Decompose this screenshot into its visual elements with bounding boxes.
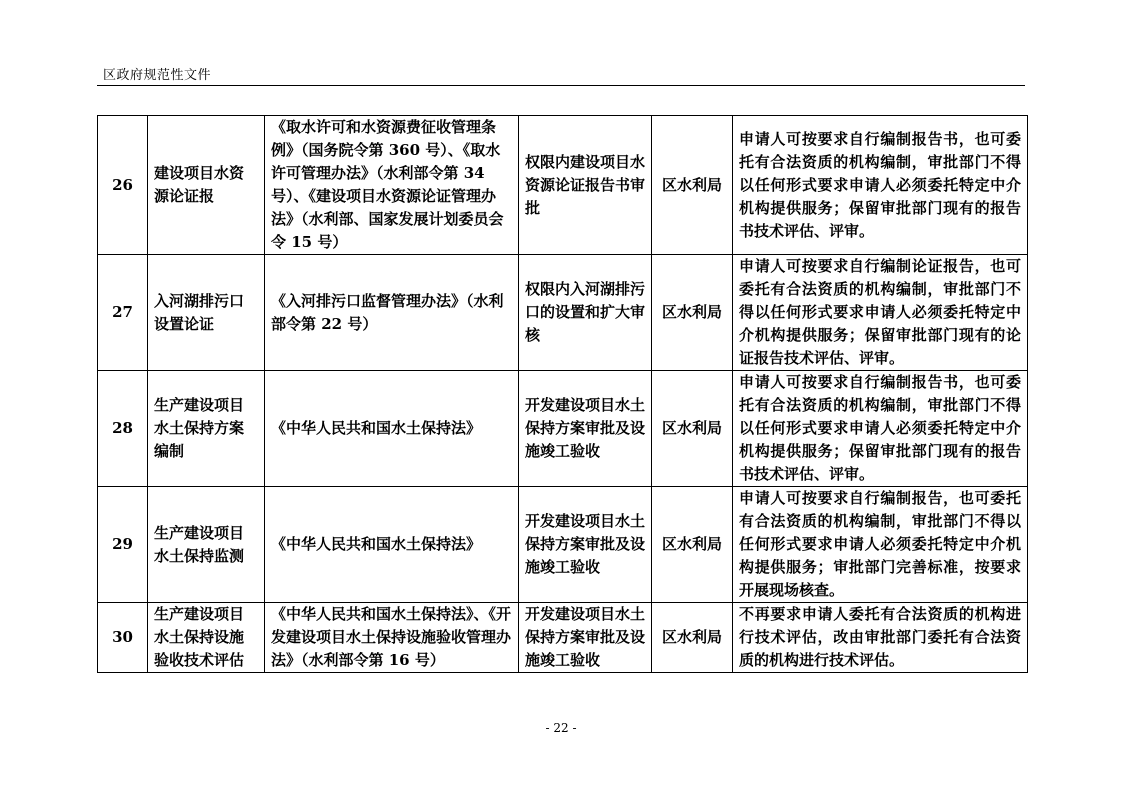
table-row	[98, 371, 1028, 487]
row-number: 30	[98, 603, 148, 673]
table-row	[98, 255, 1028, 371]
handling-measure: 不再要求申请人委托有合法资质的机构进行技术评估，改由审批部门委托有合法资质的机构进行技术评估。	[733, 603, 1028, 673]
row-number: 29	[98, 487, 148, 603]
responsible-office: 区水利局	[652, 371, 733, 487]
approval-item: 权限内入河湖排污口的设置和扩大审核	[519, 255, 652, 371]
table-row	[98, 116, 1028, 255]
page-number: - 22 -	[545, 721, 577, 735]
header-divider	[97, 85, 1025, 86]
handling-measure: 申请人可按要求自行编制报告，也可委托有合法资质的机构编制，审批部门不得以任何形式要求申请人必须委托特定中介机构提供服务；审批部门完善标准，按要求开展现场核查。	[733, 487, 1028, 603]
responsible-office: 区水利局	[652, 603, 733, 673]
handling-measure: 申请人可按要求自行编制报告书，也可委托有合法资质的机构编制，审批部门不得以任何形式要求申请人必须委托特定中介机构提供服务；保留审批部门现有的报告书技术评估、评审。	[733, 116, 1028, 255]
responsible-office: 区水利局	[652, 487, 733, 603]
document-header-title: 区政府规范性文件	[103, 68, 212, 83]
responsible-office: 区水利局	[652, 255, 733, 371]
handling-measure: 申请人可按要求自行编制报告书，也可委托有合法资质的机构编制，审批部门不得以任何形式要求申请人必须委托特定中介机构提供服务；保留审批部门现有的报告书技术评估、评审。	[733, 371, 1028, 487]
row-number: 27	[98, 255, 148, 371]
legal-basis: 《入河排污口监督管理办法》（水利部令第 22 号）	[265, 255, 519, 371]
service-name: 入河湖排污口设置论证	[148, 255, 265, 371]
service-name: 生产建设项目水土保持监测	[148, 487, 265, 603]
legal-basis: 《取水许可和水资源费征收管理条例》（国务院令第 360 号）、《取水许可管理办法》（水利部令第 34 号）、《建设项目水资源论证管理办法》（水利部、国家发展计划委员会令 15 号）	[265, 116, 519, 255]
intermediary-services-table	[97, 115, 1028, 673]
approval-item: 开发建设项目水土保持方案审批及设施竣工验收	[519, 603, 652, 673]
responsible-office: 区水利局	[652, 116, 733, 255]
row-number: 26	[98, 116, 148, 255]
service-name: 生产建设项目水土保持方案编制	[148, 371, 265, 487]
table-row	[98, 603, 1028, 673]
row-number: 28	[98, 371, 148, 487]
service-name: 建设项目水资源论证报	[148, 116, 265, 255]
table-row	[98, 487, 1028, 603]
approval-item: 开发建设项目水土保持方案审批及设施竣工验收	[519, 487, 652, 603]
legal-basis: 《中华人民共和国水土保持法》、《开发建设项目水土保持设施验收管理办法》（水利部令第 16 号）	[265, 603, 519, 673]
legal-basis: 《中华人民共和国水土保持法》	[265, 487, 519, 603]
service-name: 生产建设项目水土保持设施验收技术评估	[148, 603, 265, 673]
handling-measure: 申请人可按要求自行编制论证报告，也可委托有合法资质的机构编制，审批部门不得以任何形式要求申请人必须委托特定中介机构提供服务；保留审批部门现有的论证报告技术评估、评审。	[733, 255, 1028, 371]
approval-item: 权限内建设项目水资源论证报告书审批	[519, 116, 652, 255]
legal-basis: 《中华人民共和国水土保持法》	[265, 371, 519, 487]
approval-item: 开发建设项目水土保持方案审批及设施竣工验收	[519, 371, 652, 487]
